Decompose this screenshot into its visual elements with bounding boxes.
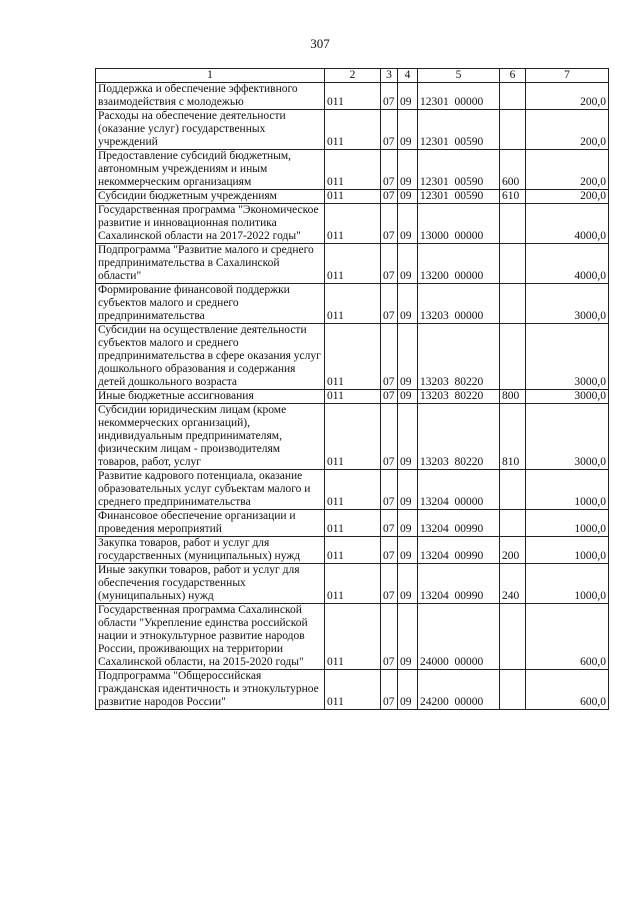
vr-cell: [500, 470, 526, 510]
rz-cell: 07: [381, 670, 398, 710]
csr-cell: 13200 00000: [418, 244, 500, 284]
amount-cell: 200,0: [526, 83, 609, 110]
csr-cell: 12301 00590: [418, 190, 500, 204]
header-cell-grbs: 2: [325, 69, 381, 83]
name-cell: Субсидии на осуществление деятельности субъектов малого и среднего предпринимательства в сфере оказания услуг дошкольного образования и содержания детей дошкольного возраста: [96, 324, 325, 390]
rz-cell: 07: [381, 390, 398, 404]
rz-cell: 07: [381, 110, 398, 150]
budget-table: [95, 68, 609, 710]
amount-cell: 1000,0: [526, 537, 609, 564]
grbs-cell: 011: [325, 470, 381, 510]
pr-cell: 09: [398, 390, 418, 404]
amount-cell: 3000,0: [526, 390, 609, 404]
vr-cell: 600: [500, 150, 526, 190]
name-cell: Субсидии юридическим лицам (кроме некоммерческих организаций), индивидуальным предпринимателям, физическим лицам - производителям товаров, работ, услуг: [96, 404, 325, 470]
name-cell: Иные бюджетные ассигнования: [96, 390, 325, 404]
page-number: 307: [310, 36, 330, 51]
name-cell: Государственная программа "Экономическое развитие и инновационная политика Сахалинской области на 2017-2022 годы": [96, 204, 325, 244]
rz-cell: 07: [381, 510, 398, 537]
table-row: [96, 564, 609, 604]
header-cell-csr: 5: [418, 69, 500, 83]
pr-cell: 09: [398, 604, 418, 670]
table-row: [96, 470, 609, 510]
grbs-cell: 011: [325, 190, 381, 204]
vr-cell: 800: [500, 390, 526, 404]
csr-cell: 13204 00990: [418, 564, 500, 604]
vr-cell: [500, 244, 526, 284]
vr-cell: 240: [500, 564, 526, 604]
grbs-cell: 011: [325, 604, 381, 670]
table-row: [96, 510, 609, 537]
csr-cell: 13204 00000: [418, 470, 500, 510]
vr-cell: 200: [500, 537, 526, 564]
vr-cell: [500, 284, 526, 324]
name-cell: Расходы на обеспечение деятельности (оказание услуг) государственных учреждений: [96, 110, 325, 150]
grbs-cell: 011: [325, 83, 381, 110]
amount-cell: 1000,0: [526, 510, 609, 537]
rz-cell: 07: [381, 284, 398, 324]
csr-cell: 12301 00590: [418, 110, 500, 150]
csr-cell: 13203 80220: [418, 390, 500, 404]
name-cell: Государственная программа Сахалинской области "Укрепление единства российской нации и этнокультурное развитие народов России, проживающих на территории Сахалинской области, на 2015-2020 годы": [96, 604, 325, 670]
grbs-cell: 011: [325, 564, 381, 604]
pr-cell: 09: [398, 244, 418, 284]
table-row: [96, 324, 609, 390]
rz-cell: 07: [381, 324, 398, 390]
table-row: [96, 110, 609, 150]
rz-cell: 07: [381, 83, 398, 110]
header-cell-amount: 7: [526, 69, 609, 83]
rz-cell: 07: [381, 244, 398, 284]
name-cell: Формирование финансовой поддержки субъектов малого и среднего предпринимательства: [96, 284, 325, 324]
csr-cell: 13203 00000: [418, 284, 500, 324]
pr-cell: 09: [398, 510, 418, 537]
csr-cell: 13204 00990: [418, 537, 500, 564]
csr-cell: 13203 80220: [418, 324, 500, 390]
header-row: [96, 69, 609, 83]
amount-cell: 3000,0: [526, 284, 609, 324]
vr-cell: [500, 110, 526, 150]
table-row: [96, 604, 609, 670]
table-row: [96, 244, 609, 284]
table-row: [96, 150, 609, 190]
pr-cell: 09: [398, 150, 418, 190]
table-row: [96, 204, 609, 244]
vr-cell: [500, 604, 526, 670]
pr-cell: 09: [398, 670, 418, 710]
vr-cell: [500, 83, 526, 110]
header-cell-vr: 6: [500, 69, 526, 83]
rz-cell: 07: [381, 604, 398, 670]
grbs-cell: 011: [325, 150, 381, 190]
name-cell: Развитие кадрового потенциала, оказание образовательных услуг субъектам малого и среднего предпринимательства: [96, 470, 325, 510]
table-row: [96, 83, 609, 110]
header-cell-rz: 3: [381, 69, 398, 83]
amount-cell: 3000,0: [526, 324, 609, 390]
rz-cell: 07: [381, 404, 398, 470]
name-cell: Иные закупки товаров, работ и услуг для обеспечения государственных (муниципальных) нужд: [96, 564, 325, 604]
pr-cell: 09: [398, 324, 418, 390]
csr-cell: 24000 00000: [418, 604, 500, 670]
table-row: [96, 190, 609, 204]
amount-cell: 200,0: [526, 150, 609, 190]
vr-cell: [500, 510, 526, 537]
vr-cell: 810: [500, 404, 526, 470]
grbs-cell: 011: [325, 204, 381, 244]
name-cell: Субсидии бюджетным учреждениям: [96, 190, 325, 204]
vr-cell: [500, 670, 526, 710]
rz-cell: 07: [381, 204, 398, 244]
amount-cell: 200,0: [526, 190, 609, 204]
vr-cell: [500, 204, 526, 244]
grbs-cell: 011: [325, 390, 381, 404]
name-cell: Закупка товаров, работ и услуг для государственных (муниципальных) нужд: [96, 537, 325, 564]
csr-cell: 12301 00000: [418, 83, 500, 110]
grbs-cell: 011: [325, 537, 381, 564]
name-cell: Поддержка и обеспечение эффективного взаимодействия с молодежью: [96, 83, 325, 110]
pr-cell: 09: [398, 110, 418, 150]
amount-cell: 1000,0: [526, 564, 609, 604]
name-cell: Предоставление субсидий бюджетным, автономным учреждениям и иным некоммерческим организациям: [96, 150, 325, 190]
rz-cell: 07: [381, 190, 398, 204]
amount-cell: 200,0: [526, 110, 609, 150]
csr-cell: 12301 00590: [418, 150, 500, 190]
amount-cell: 4000,0: [526, 204, 609, 244]
name-cell: Подпрограмма "Развитие малого и среднего предпринимательства в Сахалинской области": [96, 244, 325, 284]
pr-cell: 09: [398, 284, 418, 324]
pr-cell: 09: [398, 564, 418, 604]
name-cell: Финансовое обеспечение организации и проведения мероприятий: [96, 510, 325, 537]
grbs-cell: 011: [325, 110, 381, 150]
name-cell: Подпрограмма "Общероссийская гражданская идентичность и этнокультурное развитие народов России": [96, 670, 325, 710]
grbs-cell: 011: [325, 510, 381, 537]
table-row: [96, 537, 609, 564]
rz-cell: 07: [381, 564, 398, 604]
pr-cell: 09: [398, 204, 418, 244]
csr-cell: 24200 00000: [418, 670, 500, 710]
amount-cell: 1000,0: [526, 470, 609, 510]
grbs-cell: 011: [325, 670, 381, 710]
amount-cell: 600,0: [526, 604, 609, 670]
csr-cell: 13203 80220: [418, 404, 500, 470]
pr-cell: 09: [398, 470, 418, 510]
header-cell-pr: 4: [398, 69, 418, 83]
vr-cell: 610: [500, 190, 526, 204]
vr-cell: [500, 324, 526, 390]
table-row: [96, 284, 609, 324]
grbs-cell: 011: [325, 244, 381, 284]
amount-cell: 600,0: [526, 670, 609, 710]
amount-cell: 3000,0: [526, 404, 609, 470]
amount-cell: 4000,0: [526, 244, 609, 284]
csr-cell: 13204 00990: [418, 510, 500, 537]
pr-cell: 09: [398, 537, 418, 564]
table-row: [96, 404, 609, 470]
table-row: [96, 390, 609, 404]
header-cell-name: 1: [96, 69, 325, 83]
grbs-cell: 011: [325, 404, 381, 470]
rz-cell: 07: [381, 537, 398, 564]
pr-cell: 09: [398, 83, 418, 110]
csr-cell: 13000 00000: [418, 204, 500, 244]
table-row: [96, 670, 609, 710]
pr-cell: 09: [398, 190, 418, 204]
grbs-cell: 011: [325, 324, 381, 390]
rz-cell: 07: [381, 470, 398, 510]
rz-cell: 07: [381, 150, 398, 190]
grbs-cell: 011: [325, 284, 381, 324]
pr-cell: 09: [398, 404, 418, 470]
